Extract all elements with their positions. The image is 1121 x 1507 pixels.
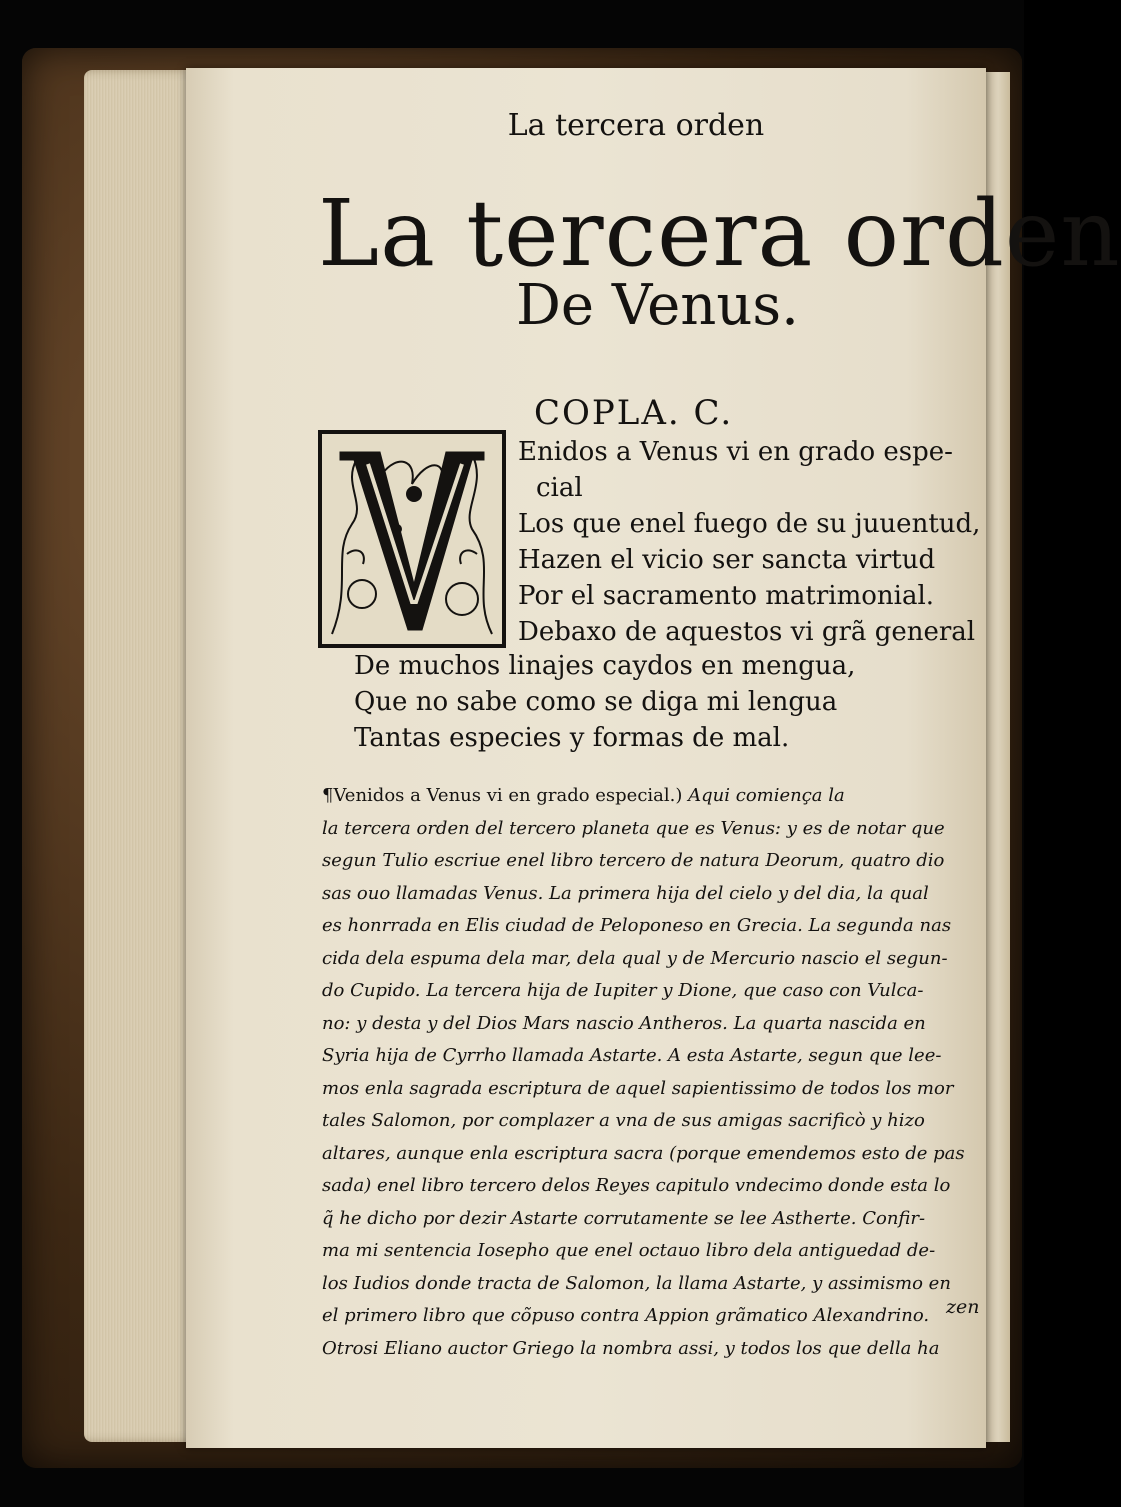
book-page: [186, 68, 1121, 1448]
copla-heading: COPLA. C.: [534, 393, 734, 433]
verse-line: Hazen el vicio ser sancta virtud: [518, 545, 936, 575]
commentary-line: q̃ he dicho por dezir Astarte corrutamente se lee Astherte. Confir-: [322, 1207, 926, 1229]
commentary-line: [322, 780, 982, 813]
verse-line: De muchos linajes caydos en mengua,: [354, 651, 856, 681]
verse-block: [518, 434, 980, 650]
commentary-lead: ¶Venidos a Venus vi en grado especial.): [322, 785, 683, 806]
commentary-line: segun Tulio escriue enel libro tercero de natura Deorum, quatro dio: [322, 850, 945, 871]
verse-line: Los que enel fuego de su juuentud,: [518, 509, 981, 539]
verse-line: Tantas especies y formas de mal.: [354, 723, 790, 753]
verse-line: Por el sacramento matrimonial.: [518, 581, 935, 611]
verse-line: cial: [536, 473, 583, 503]
catchword: zen: [946, 1296, 980, 1318]
commentary-line: es honrrada en Elis ciudad de Peloponeso en Grecia. La segunda nas: [322, 915, 952, 936]
commentary-line: do Cupido. La tercera hija de Iupiter y Dione, que caso con Vulca-: [322, 980, 924, 1001]
commentary-line: sada) enel libro tercero delos Reyes capitulo vndecimo donde esta lo: [322, 1175, 951, 1196]
commentary-line: el primero libro que cõpuso contra Appion grãmatico Alexandrino.: [322, 1305, 930, 1326]
commentary-line: tales Salomon, por complazer a vna de sus amigas sacrificò y hizo: [322, 1110, 925, 1131]
commentary-line: Syria hija de Cyrrho llamada Astarte. A esta Astarte, segun que lee-: [322, 1045, 942, 1066]
commentary-line: la tercera orden del tercero planeta que es Venus: y es de notar que: [322, 817, 945, 839]
commentary-line: no: y desta y del Dios Mars nascio Antheros. La quarta nascida en: [322, 1012, 926, 1034]
decorated-initial: [318, 430, 506, 648]
verse-line: Debaxo de aquestos vi grã general: [518, 617, 976, 647]
commentary-text: Aqui comiença la: [688, 785, 845, 806]
commentary-line: ma mi sentencia Iosepho que enel octauo libro dela antiguedad de-: [322, 1240, 936, 1261]
page-title: La tercera orden: [318, 180, 1121, 287]
running-head: La tercera orden: [507, 108, 765, 143]
commentary-line: los Iudios donde tracta de Salomon, la llama Astarte, y assimismo en: [322, 1272, 951, 1294]
commentary-line: cida dela espuma dela mar, dela qual y de Mercurio nascio el segun-: [322, 947, 948, 969]
verse-tail: [354, 648, 855, 756]
commentary-line: sas ouo llamadas Venus. La primera hija del cielo y del dia, la qual: [322, 882, 929, 904]
ornamental-v-icon: [322, 434, 502, 644]
commentary-line: Otrosi Eliano auctor Griego la nombra assi, y todos los que della ha: [322, 1337, 940, 1359]
commentary-block: [322, 780, 982, 1365]
commentary-line: altares, aunque enla escriptura sacra (porque emendemos esto de pas: [322, 1142, 965, 1164]
verse-line: Enidos a Venus vi en grado espe-: [518, 437, 953, 467]
verse-line: Que no sabe como se diga mi lengua: [354, 687, 838, 717]
commentary-line: mos enla sagrada escriptura de aquel sapientissimo de todos los mor: [322, 1077, 954, 1099]
page-subtitle: De Venus.: [516, 273, 799, 338]
